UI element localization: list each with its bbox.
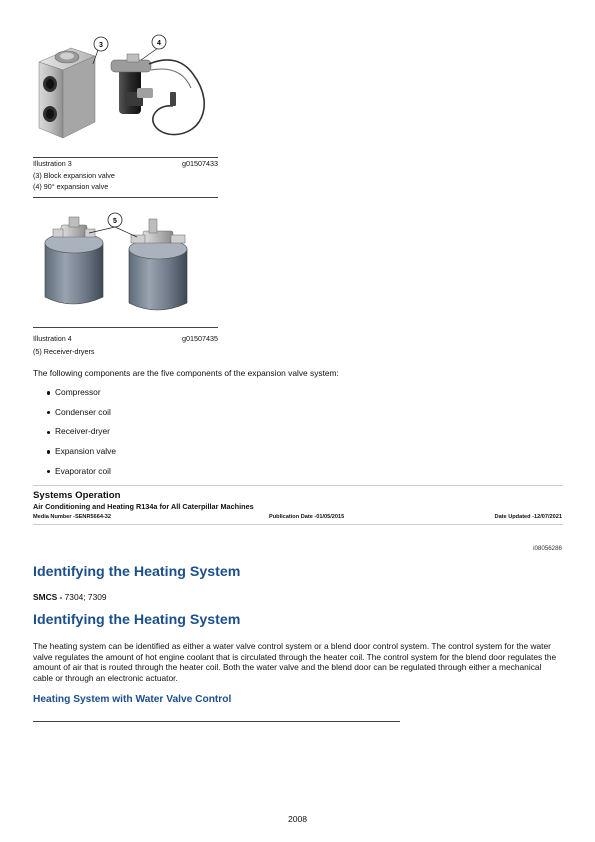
- illustration-3-caption: [33, 159, 218, 168]
- body-paragraph: The heating system can be identified as either a water valve control system or a blend door control system. The control system for the water valve regulates the amount of hot engine coolant that is circulated through the heater coil. The control system for the blend door regulates the amount of air that is routed through the heater coil. Both the water valve and the blend door can be regulated through either a mechanical cable or through an electronic actuator.: [33, 641, 557, 683]
- subsection-heading: Heating System with Water Valve Control: [33, 694, 232, 705]
- subsection-rule: [33, 721, 400, 722]
- illustration-3-label: Illustration 3: [33, 159, 72, 168]
- illustration-4-image: [33, 205, 218, 325]
- illustration-3-legend-item: (3) Block expansion valve: [33, 171, 115, 180]
- components-list: [33, 383, 116, 481]
- page-title: Identifying the Heating System: [33, 564, 241, 580]
- smcs-codes: 7304; 7309: [64, 592, 107, 602]
- illustration-3-id: g01507433: [182, 159, 218, 168]
- publication-date: Publication Date -01/05/2015: [269, 514, 345, 520]
- illustration-3-bottom-rule: [33, 197, 218, 198]
- page-number: 2008: [287, 814, 308, 824]
- list-item: Expansion valve: [33, 442, 116, 462]
- expansion-valves-figure: [33, 30, 218, 156]
- callout-4: 4: [157, 40, 161, 47]
- illustration-3-legend-item: (4) 90° expansion valve: [33, 181, 109, 191]
- callout-5: 5: [113, 218, 117, 225]
- illustration-3-image: [33, 30, 218, 156]
- intro-text: The following components are the five components of the expansion valve system:: [33, 368, 339, 378]
- doc-header-bottom-rule: [33, 524, 563, 525]
- doc-section-title: Systems Operation: [33, 490, 121, 501]
- illustration-4-caption: [33, 334, 218, 343]
- document-id: i08056286: [533, 545, 562, 552]
- list-item: Evaporator coil: [33, 462, 116, 482]
- media-number: Media Number -SENR5664-32: [33, 514, 112, 520]
- list-item: Compressor: [33, 383, 116, 403]
- illustration-4-legend-item: (5) Receiver-dryers: [33, 347, 95, 356]
- smcs-line: [33, 592, 107, 602]
- illustration-3-rule: [33, 157, 218, 158]
- receiver-dryers-figure: [33, 205, 218, 325]
- section-heading: Identifying the Heating System: [33, 612, 241, 628]
- illustration-4-id: g01507435: [182, 334, 218, 343]
- doc-header-top-rule: [33, 485, 563, 486]
- list-item: Condenser coil: [33, 403, 116, 423]
- list-item: Receiver-dryer: [33, 422, 116, 442]
- callout-3: 3: [99, 42, 103, 49]
- date-updated: Date Updated -12/07/2021: [494, 514, 562, 520]
- illustration-4-label: Illustration 4: [33, 334, 72, 343]
- illustration-4-rule: [33, 327, 218, 328]
- smcs-label: SMCS -: [33, 592, 65, 602]
- doc-manual-title: Air Conditioning and Heating R134a for All Caterpillar Machines: [33, 502, 254, 511]
